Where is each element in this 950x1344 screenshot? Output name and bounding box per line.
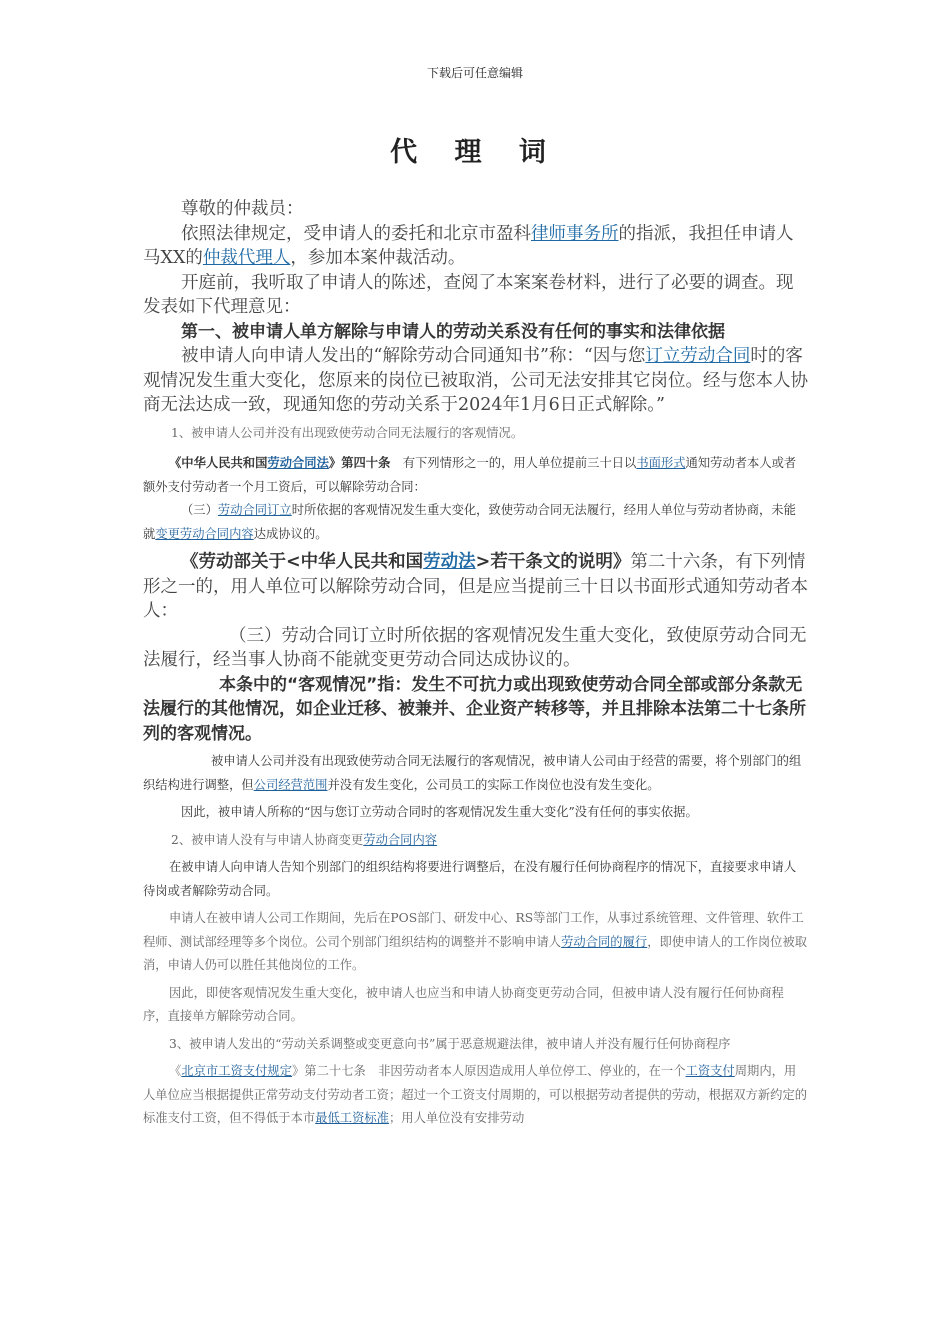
law-article-40: 《中华人民共和国劳动合同法》第四十条 有下列情形之一的，用人单位提前三十日以书面形式通知劳动者本人或者额外支付劳动者一个月工资后，可以解除劳动合同： (143, 455, 797, 494)
conclusion-1: 因此，被申请人所称的“因与您订立劳动合同时的客观情况发生重大变化”没有任何的事实依据。 (181, 805, 698, 819)
conclusion-2: 因此，即使客观情况发生重大变化，被申请人也应当和申请人协商变更劳动合同，但被申请人没有履行任何协商程序，直接单方解除劳动合同。 (143, 985, 784, 1023)
salutation: 尊敬的仲裁员： (181, 199, 304, 219)
point-1: 1、被申请人公司并没有出现致使劳动合同无法履行的客观情况。 (171, 425, 524, 440)
document-body (143, 197, 808, 1131)
link-change-contract-content[interactable]: 变更劳动合同内容 (155, 526, 254, 541)
link-minimum-wage[interactable]: 最低工资标准 (315, 1111, 389, 1125)
intro-paragraph: 依照法律规定，受申请人的委托和北京市盈科律师事务所的指派，我担任申请人马XX的仲裁代理人，参加本案仲裁活动。 (143, 223, 794, 268)
section-heading-1: 第一、被申请人单方解除与申请人的劳动关系没有任何的事实和法律依据 (181, 321, 725, 342)
link-law-firm[interactable]: 律师事务所 (531, 223, 619, 244)
link-sign-contract[interactable]: 订立劳动合同 (645, 346, 751, 366)
point-3: 3、被申请人发出的“劳动关系调整或变更意向书”属于恶意规避法律，被申请人并没有履行任何协商程序 (169, 1036, 731, 1051)
document-title: 代 理 词 (390, 137, 560, 168)
link-arbitration-agent[interactable]: 仲裁代理人 (202, 248, 291, 268)
link-contract-content[interactable]: 劳动合同内容 (363, 832, 438, 847)
header-note: 下载后可任意编辑 (426, 66, 523, 80)
explanation-article-26-item-3: （三）劳动合同订立时所依据的客观情况发生重大变化，致使原劳动合同无法履行，经当事人协商不能就变更劳动合同达成协议的。 (143, 625, 807, 670)
law-article-40-item-3: （三）劳动合同订立时所依据的客观情况发生重大变化，致使劳动合同无法履行，经用人单位与劳动者协商，未能就变更劳动合同内容达成协议的。 (143, 503, 796, 541)
explanation-article-26: 《劳动部关于<中华人民共和国劳动法>若干条文的说明》第二十六条，有下列情形之一的，用人单位可以解除劳动合同，但是应当提前三十日以书面形式通知劳动者本人： (143, 552, 808, 621)
notice-paragraph: 被申请人向申请人发出的“解除劳动合同通知书”称：“因与您订立劳动合同时的客观情况发生重大变化，您原来的岗位已被取消，公司无法安排其它岗位。经与您本人协商无法达成一致，现通知您的劳动关系于2024年1月6日正式解除。” (143, 346, 808, 415)
work-history-paragraph: 申请人在被申请人公司工作期间，先后在POS部门、研发中心、RS等部门工作，从事过系统管理、文件管理、软件工程师、测试部经理等多个岗位。公司个别部门组织结构的调整并不影响申请人劳动合同的履行，即使申请人的工作岗位被取消，申请人仍可以胜任其他岗位的工作。 (143, 911, 808, 972)
objective-definition: 本条中的“客观情况”指：发生不可抗力或出现致使劳动合同全部或部分条款无法履行的其他情况，如企业迁移、被兼并、企业资产转移等，并且排除本法第二十七条所列的客观情况。 (143, 674, 806, 744)
investigation-paragraph: 开庭前，我听取了申请人的陈述，查阅了本案案卷材料，进行了必要的调查。现发表如下代理意见： (143, 272, 794, 317)
company-paragraph: 被申请人公司并没有出现致使劳动合同无法履行的客观情况，被申请人公司由于经营的需要，将个别部门的组织结构进行调整，但公司经营范围并没有发生变化，公司员工的实际工作岗位也没有发生变化。 (143, 754, 802, 792)
link-business-scope[interactable]: 公司经营范围 (253, 777, 328, 792)
link-contract-signing[interactable]: 劳动合同订立 (217, 503, 292, 517)
link-contract-performance[interactable]: 劳动合同的履行 (561, 934, 648, 949)
link-beijing-wage-regulation[interactable]: 北京市工资支付规定 (181, 1064, 292, 1078)
point-2: 2、被申请人没有与申请人协商变更劳动合同内容 (171, 832, 438, 847)
wage-regulation-paragraph: 《北京市工资支付规定》第二十七条 非因劳动者本人原因造成用人单位停工、停业的，在一个工资支付周期内，用人单位应当根据提供正常劳动支付劳动者工资；超过一个工资支付周期的，可以根据劳动者提供的劳动，根据双方新约定的标准支付工资，但不得低于本市最低工资标准；用人单位没有安排劳动 (143, 1064, 808, 1125)
link-labor-law[interactable]: 劳动法 (423, 552, 476, 572)
link-wage-payment[interactable]: 工资支付 (685, 1064, 735, 1078)
link-written-form[interactable]: 书面形式 (636, 456, 686, 470)
link-labor-contract-law[interactable]: 劳动合同法 (267, 455, 329, 470)
point-2-paragraph: 在被申请人向申请人告知个别部门的组织结构将要进行调整后，在没有履行任何协商程序的情况下，直接要求申请人待岗或者解除劳动合同。 (143, 860, 797, 898)
